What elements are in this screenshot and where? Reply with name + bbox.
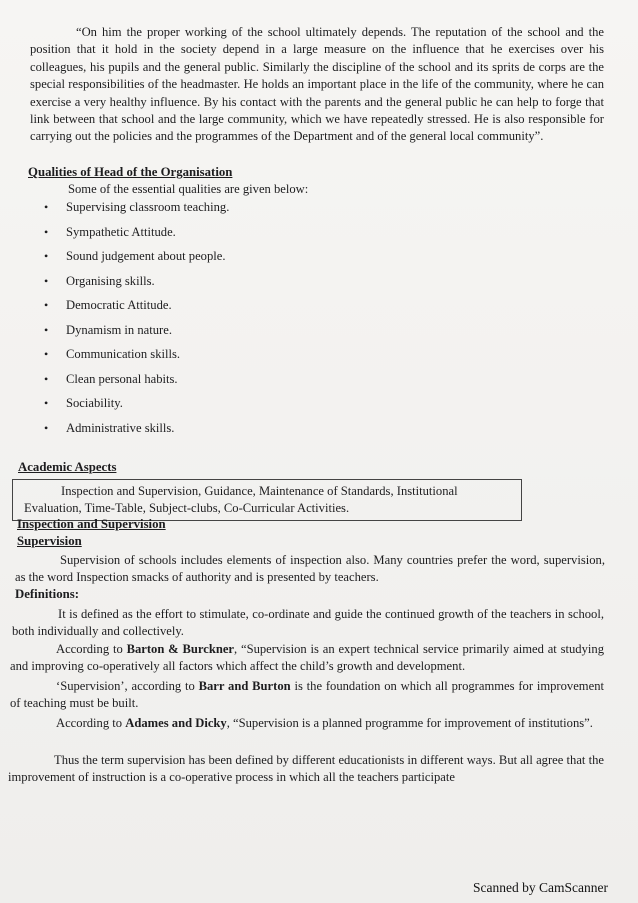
box-line-2: Evaluation, Time-Table, Subject-clubs, Co-Curricular Activities. bbox=[24, 500, 350, 515]
author-barton-burckner: Barton & Burckner bbox=[126, 642, 235, 656]
definitions-heading: Definitions: bbox=[15, 587, 79, 601]
list-item: • Organising skills. bbox=[44, 273, 155, 288]
academic-heading: Academic Aspects bbox=[18, 460, 117, 474]
supervision-paragraph: Supervision of schools includes elements of inspection also. Many countries prefer the word, supervision, as the word Inspection smacks of authority and is presented by teachers. bbox=[15, 553, 605, 585]
qualities-intro: Some of the essential qualities are given below: bbox=[68, 182, 309, 196]
author-adames-dicky: Adames and Dicky bbox=[125, 716, 227, 730]
qualities-list bbox=[44, 199, 229, 444]
academic-aspects-box bbox=[12, 479, 522, 521]
bullet-icon: • bbox=[44, 371, 49, 386]
supervision-subheading: Supervision bbox=[17, 534, 82, 548]
box-line-1: Inspection and Supervision, Guidance, Maintenance of Standards, Institutional bbox=[61, 484, 458, 498]
bullet-icon: • bbox=[44, 396, 49, 410]
list-item: • Clean personal habits. bbox=[44, 371, 178, 386]
bullet-icon: • bbox=[44, 420, 49, 435]
bullet-icon: • bbox=[44, 298, 49, 312]
definition-1: It is defined as the effort to stimulate, co-ordinate and guide the continued growth of the teachers in school, both individually and collectively. bbox=[12, 607, 604, 639]
bullet-icon: • bbox=[44, 224, 49, 239]
definition-4: According to Adames and Dicky, “Supervision is a planned programme for improvement of institutions”. bbox=[56, 716, 593, 730]
closing-paragraph: Thus the term supervision has been defined by different educationists in different ways. But all agree that the improvement of instruction is a co-operative process in which all the teachers participate bbox=[8, 753, 604, 785]
bullet-icon: • bbox=[44, 347, 49, 361]
bullet-icon: • bbox=[44, 249, 49, 263]
list-item: • Sociability. bbox=[44, 396, 123, 410]
list-item: • Sound judgement about people. bbox=[44, 249, 226, 263]
definition-2: According to Barton & Burckner, “Supervision is an expert technical service primarily aimed at studying and improving co-operatively all factors which affect the child’s growth and development. bbox=[10, 642, 604, 674]
list-item: • Communication skills. bbox=[44, 347, 181, 361]
bullet-icon: • bbox=[44, 322, 49, 337]
qualities-heading: Qualities of Head of the Organisation bbox=[28, 165, 233, 179]
bullet-icon: • bbox=[44, 200, 49, 214]
intro-quote: “On him the proper working of the school ultimately depends. The reputation of the school and the position that it hold in the society depend in a large measure on the influence that he exercises over his colleagues, his pupils and the general public. Similarly the discipline of the school and its sprits de corps are the special responsibilities of the headmaster. He holds an important place in the life of the community, where he can exercise a very healthy influence. By his contact with the parents and the general public he can help to forge that link between that school and the large community, which we have repeatedly stressed. He is also responsible for carrying out the policies and the programmes of the Department and of the general local community”. bbox=[30, 25, 604, 144]
list-item: • Democratic Attitude. bbox=[44, 298, 172, 312]
list-item: • Dynamism in nature. bbox=[44, 322, 172, 337]
list-item: • Supervising classroom teaching. bbox=[44, 200, 230, 214]
definition-3: ‘Supervision’, according to Barr and Burton is the foundation on which all programmes for improvement of teaching must be built. bbox=[10, 679, 604, 711]
bullet-icon: • bbox=[44, 273, 49, 288]
list-item: • Administrative skills. bbox=[44, 420, 175, 435]
author-barr-burton: Barr and Burton bbox=[198, 679, 291, 693]
list-item: • Sympathetic Attitude. bbox=[44, 224, 176, 239]
inspection-heading: Inspection and Supervision bbox=[17, 517, 166, 531]
scanner-watermark: Scanned by CamScanner bbox=[473, 880, 608, 895]
